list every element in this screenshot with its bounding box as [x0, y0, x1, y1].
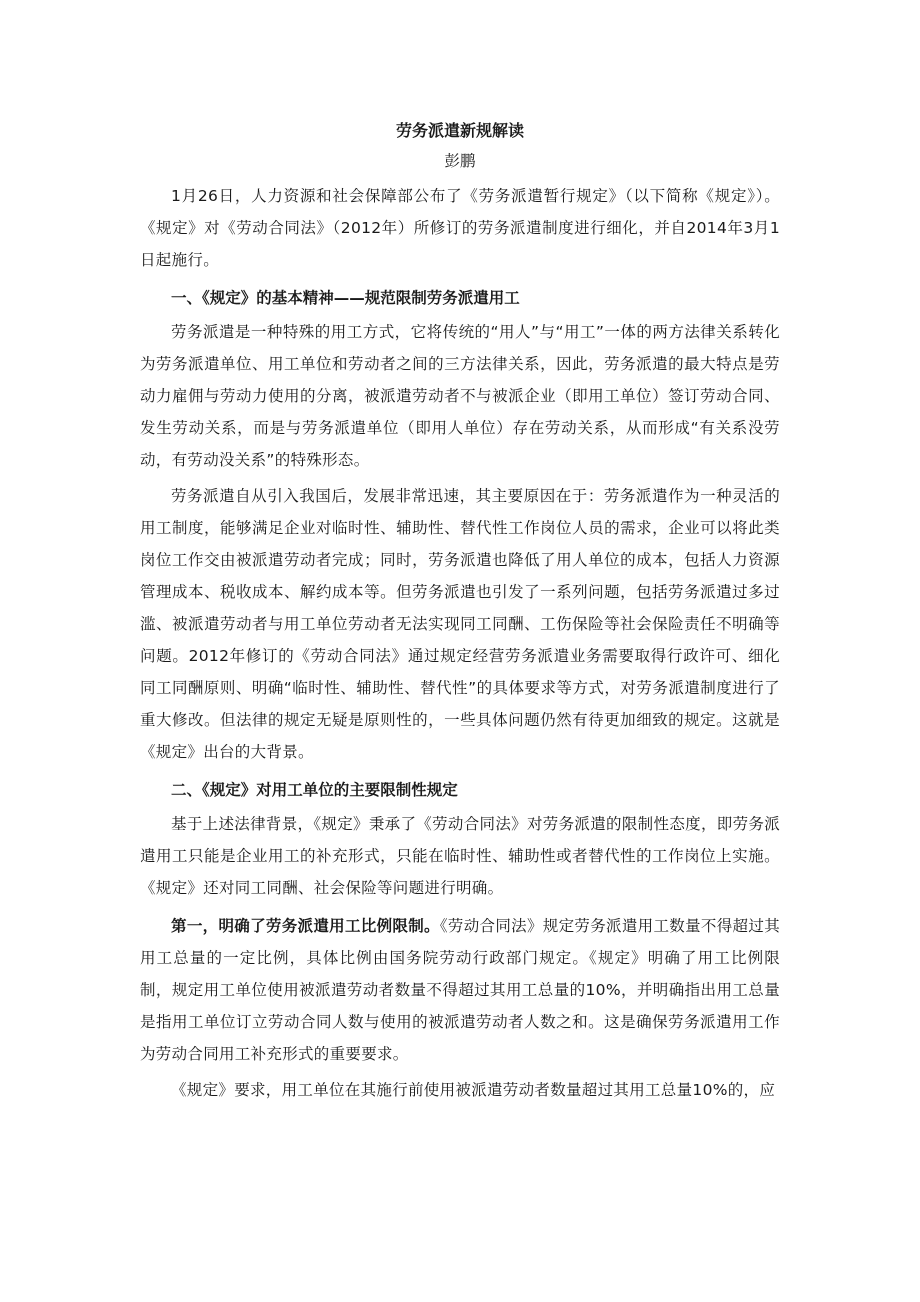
paragraph-legal-background: 基于上述法律背景，《规定》秉承了《劳动合同法》对劳务派遣的限制性态度，即劳务派遣用工只能是企业用工的补充形式，只能在临时性、辅助性或者替代性的工作岗位上实施。《规定》还对同工同酬、社会保险等问题进行明确。 [140, 815, 780, 897]
paragraph-ratio-body: 《劳动合同法》规定劳务派遣用工数量不得超过其用工总量的一定比例，具体比例由国务院劳动行政部门规定。《规定》明确了用工比例限制，规定用工单位使用被派遣劳动者数量不得超过其用工总量的10%，并明确指出用工总量是指用工单位订立劳动合同人数与使用的被派遣劳动者人数之和。这是确保劳务派遣用工作为劳动合同用工补充形式的重要要求。 [140, 917, 780, 1063]
document-title: 劳务派遣新规解读 [395, 121, 524, 140]
document-body [140, 116, 780, 1106]
paragraph-transition-requirement: 《规定》要求，用工单位在其施行前使用被派遣劳动者数量超过其用工总量10%的，应 [171, 1081, 776, 1099]
section-heading-1: 一、《规定》的基本精神——规范限制劳务派遣用工 [171, 289, 520, 307]
intro-paragraph: 1月26日，人力资源和社会保障部公布了《劳务派遣暂行规定》（以下简称《规定》）。《规定》对《劳动合同法》（2012年）所修订的劳务派遣制度进行细化，并自2014年3月1日起施行。 [140, 187, 780, 269]
paragraph-lead-bold: 第一，明确了劳务派遣用工比例限制。 [171, 917, 440, 935]
paragraph-labor-dispatch-definition: 劳务派遣是一种特殊的用工方式，它将传统的“用人”与“用工”一体的两方法律关系转化为劳务派遣单位、用工单位和劳动者之间的三方法律关系，因此，劳务派遣的最大特点是劳动力雇佣与劳动力使用的分离，被派遣劳动者不与被派企业（即用工单位）签订劳动合同、发生劳动关系，而是与劳务派遣单位（即用人单位）存在劳动关系，从而形成“有关系没劳动，有劳动没关系”的特殊形态。 [140, 323, 780, 469]
section-heading-2: 二、《规定》对用工单位的主要限制性规定 [171, 781, 458, 799]
document-author: 彭鹏 [444, 152, 476, 170]
paragraph-ratio-limit [140, 910, 780, 1070]
paragraph-development-background: 劳务派遣自从引入我国后，发展非常迅速，其主要原因在于：劳务派遣作为一种灵活的用工制度，能够满足企业对临时性、辅助性、替代性工作岗位人员的需求，企业可以将此类岗位工作交由被派遣劳动者完成；同时，劳务派遣也降低了用人单位的成本，包括人力资源管理成本、税收成本、解约成本等。但劳务派遣也引发了一系列问题，包括劳务派遣过多过滥、被派遣劳动者与用工单位劳动者无法实现同工同酬、工伤保险等社会保险责任不明确等问题。2012年修订的《劳动合同法》通过规定经营劳务派遣业务需要取得行政许可、细化同工同酬原则、明确“临时性、辅助性、替代性”的具体要求等方式，对劳务派遣制度进行了重大修改。但法律的规定无疑是原则性的，一些具体问题仍然有待更加细致的规定。这就是《规定》出台的大背景。 [140, 487, 780, 761]
